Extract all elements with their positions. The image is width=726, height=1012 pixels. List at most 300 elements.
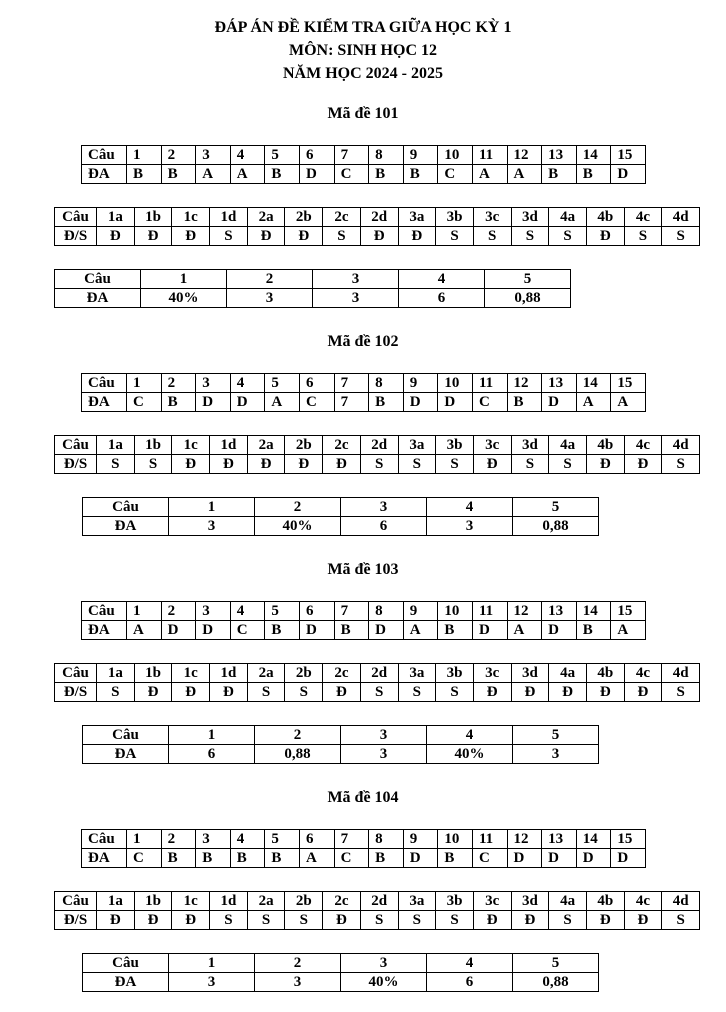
answer-cell: D	[299, 165, 334, 184]
question-number: 3c	[473, 664, 511, 683]
answer-cell: A	[611, 621, 646, 640]
question-number: 1a	[97, 208, 135, 227]
answer-cell: S	[662, 683, 700, 702]
answer-cell: S	[624, 227, 662, 246]
answer-cell: S	[436, 911, 474, 930]
question-number: 1d	[210, 208, 248, 227]
answer-cell: B	[507, 393, 542, 412]
question-number: 1d	[210, 436, 248, 455]
question-number: 9	[403, 146, 438, 165]
question-number: 2	[255, 498, 341, 517]
row-label: Đ/S	[55, 911, 97, 930]
question-number: 2d	[360, 892, 398, 911]
answer-cell: Đ	[97, 911, 135, 930]
question-number: 4	[230, 602, 265, 621]
answer-cell: S	[398, 683, 436, 702]
question-number: 1b	[134, 436, 172, 455]
answer-cell: C	[230, 621, 265, 640]
question-number: 4b	[586, 208, 624, 227]
answer-cell: S	[360, 683, 398, 702]
question-number: 14	[576, 374, 611, 393]
question-number: 11	[472, 602, 507, 621]
question-number: 2a	[247, 208, 285, 227]
answer-cell: D	[542, 849, 577, 868]
question-number: 1a	[97, 892, 135, 911]
answer-row	[55, 227, 700, 246]
answer-cell: S	[285, 683, 323, 702]
question-number: 7	[334, 602, 369, 621]
answer-cell: B	[265, 165, 300, 184]
question-number: 14	[576, 146, 611, 165]
question-number: 4	[399, 270, 485, 289]
row-label: Câu	[83, 954, 169, 973]
question-number: 3c	[473, 208, 511, 227]
answer-cell: 3	[427, 517, 513, 536]
row-label: Câu	[55, 208, 97, 227]
row-label: ĐA	[82, 849, 127, 868]
row-label: Câu	[82, 374, 127, 393]
question-number: 10	[438, 830, 473, 849]
answer-cell: A	[265, 393, 300, 412]
answer-cell: D	[403, 849, 438, 868]
answer-cell: Đ	[360, 227, 398, 246]
question-number: 3d	[511, 436, 549, 455]
question-number: 4	[230, 374, 265, 393]
doc-title-line-3: NĂM HỌC 2024 - 2025	[283, 65, 443, 82]
question-number: 15	[611, 830, 646, 849]
question-number: 2c	[323, 664, 361, 683]
question-number: 5	[513, 498, 599, 517]
answer-cell: Đ	[172, 683, 210, 702]
question-number: 2a	[247, 892, 285, 911]
question-number: 3d	[511, 208, 549, 227]
question-row	[82, 602, 646, 621]
answer-cell: D	[369, 621, 404, 640]
question-number: 2b	[285, 892, 323, 911]
question-number: 2	[161, 830, 196, 849]
question-number: 11	[472, 146, 507, 165]
question-number: 13	[542, 146, 577, 165]
answer-cell: B	[403, 165, 438, 184]
question-number: 1c	[172, 208, 210, 227]
answer-cell: S	[662, 455, 700, 474]
answer-cell: B	[369, 849, 404, 868]
answer-row	[82, 849, 646, 868]
question-number: 1	[169, 498, 255, 517]
answer-cell: Đ	[134, 911, 172, 930]
question-number: 7	[334, 830, 369, 849]
question-number: 4	[230, 146, 265, 165]
answer-cell: 3	[169, 973, 255, 992]
answer-cell: A	[472, 165, 507, 184]
answer-cell: A	[403, 621, 438, 640]
answer-cell: S	[549, 227, 587, 246]
answer-cell: S	[436, 227, 474, 246]
answer-cell: A	[299, 849, 334, 868]
question-number: 12	[507, 374, 542, 393]
answer-cell: Đ	[586, 683, 624, 702]
question-number: 1	[127, 146, 162, 165]
part1-answer-table	[81, 601, 646, 640]
question-row	[55, 270, 571, 289]
answer-cell: B	[369, 393, 404, 412]
answer-cell: D	[611, 849, 646, 868]
part3-short-answer-table	[82, 725, 599, 764]
question-row	[55, 436, 700, 455]
answer-cell: 3	[227, 289, 313, 308]
question-number: 7	[334, 146, 369, 165]
row-label: Câu	[83, 498, 169, 517]
question-number: 3c	[473, 892, 511, 911]
question-number: 3	[341, 726, 427, 745]
question-row	[82, 374, 646, 393]
question-number: 1d	[210, 892, 248, 911]
question-number: 3a	[398, 892, 436, 911]
question-number: 4c	[624, 436, 662, 455]
answer-cell: S	[134, 455, 172, 474]
question-number: 2	[255, 954, 341, 973]
answer-cell: S	[398, 455, 436, 474]
answer-cell: 3	[313, 289, 399, 308]
question-number: 5	[485, 270, 571, 289]
question-number: 14	[576, 602, 611, 621]
answer-cell: Đ	[247, 227, 285, 246]
question-number: 5	[265, 830, 300, 849]
part1-answer-table	[81, 145, 646, 184]
part3-short-answer-table	[54, 269, 571, 308]
answer-cell: D	[472, 621, 507, 640]
answer-cell: Đ	[511, 911, 549, 930]
question-number: 14	[576, 830, 611, 849]
question-number: 4c	[624, 892, 662, 911]
question-number: 3a	[398, 436, 436, 455]
answer-cell: Đ	[134, 683, 172, 702]
row-label: Câu	[82, 146, 127, 165]
answer-cell: S	[323, 227, 361, 246]
answer-cell: C	[472, 849, 507, 868]
question-number: 3a	[398, 664, 436, 683]
question-number: 4b	[586, 892, 624, 911]
answer-cell: Đ	[210, 683, 248, 702]
row-label: ĐA	[55, 289, 141, 308]
answer-cell: 7	[334, 393, 369, 412]
answer-cell: S	[662, 227, 700, 246]
answer-cell: Đ	[473, 911, 511, 930]
question-number: 1c	[172, 892, 210, 911]
part2-true-false-table	[54, 207, 700, 246]
answer-cell: 6	[427, 973, 513, 992]
answer-cell: S	[247, 683, 285, 702]
question-number: 6	[299, 146, 334, 165]
question-number: 4	[230, 830, 265, 849]
answer-cell: Đ	[323, 911, 361, 930]
question-number: 1a	[97, 436, 135, 455]
question-number: 3b	[436, 664, 474, 683]
answer-cell: Đ	[134, 227, 172, 246]
row-label: Câu	[82, 830, 127, 849]
answer-cell: C	[334, 849, 369, 868]
answer-cell: 0,88	[513, 517, 599, 536]
answer-cell: D	[230, 393, 265, 412]
row-label: Đ/S	[55, 227, 97, 246]
question-number: 3	[341, 498, 427, 517]
answer-cell: S	[473, 227, 511, 246]
answer-cell: B	[438, 621, 473, 640]
answer-cell: B	[369, 165, 404, 184]
question-number: 1	[169, 954, 255, 973]
answer-cell: S	[511, 227, 549, 246]
question-number: 4b	[586, 664, 624, 683]
answer-cell: 6	[399, 289, 485, 308]
answer-cell: Đ	[511, 683, 549, 702]
answer-cell: S	[210, 911, 248, 930]
question-number: 3	[341, 954, 427, 973]
exam-code-title: Mã đề 101	[327, 105, 399, 122]
answer-cell: C	[127, 849, 162, 868]
part1-answer-table	[81, 829, 646, 868]
question-number: 11	[472, 830, 507, 849]
question-number: 4a	[549, 664, 587, 683]
part2-true-false-table	[54, 663, 700, 702]
answer-cell: Đ	[624, 455, 662, 474]
row-label: ĐA	[82, 165, 127, 184]
answer-cell: B	[127, 165, 162, 184]
doc-title-line-1: ĐÁP ÁN ĐỀ KIỂM TRA GIỮA HỌC KỲ 1	[214, 19, 512, 36]
answer-cell: S	[360, 455, 398, 474]
part3-short-answer-table	[82, 953, 599, 992]
answer-cell: Đ	[172, 455, 210, 474]
question-number: 4c	[624, 664, 662, 683]
question-number: 3	[196, 830, 231, 849]
question-number: 3c	[473, 436, 511, 455]
question-number: 13	[542, 830, 577, 849]
answer-cell: S	[511, 455, 549, 474]
question-number: 10	[438, 602, 473, 621]
answer-row	[55, 683, 700, 702]
answer-cell: D	[542, 621, 577, 640]
answer-cell: D	[542, 393, 577, 412]
question-number: 12	[507, 602, 542, 621]
answer-cell: S	[97, 455, 135, 474]
part3-short-answer-table	[82, 497, 599, 536]
answer-row	[82, 165, 646, 184]
answer-cell: Đ	[210, 455, 248, 474]
answer-row	[82, 621, 646, 640]
question-number: 4a	[549, 436, 587, 455]
answer-cell: Đ	[624, 911, 662, 930]
row-label: Câu	[82, 602, 127, 621]
question-row	[83, 726, 599, 745]
answer-cell: 40%	[341, 973, 427, 992]
question-number: 8	[369, 374, 404, 393]
answer-cell: 40%	[427, 745, 513, 764]
question-number: 10	[438, 146, 473, 165]
answer-cell: 3	[513, 745, 599, 764]
answer-cell: B	[438, 849, 473, 868]
question-number: 6	[299, 830, 334, 849]
answer-row	[55, 911, 700, 930]
question-number: 13	[542, 374, 577, 393]
question-number: 2d	[360, 664, 398, 683]
question-number: 4d	[662, 892, 700, 911]
question-number: 15	[611, 602, 646, 621]
question-number: 5	[265, 602, 300, 621]
answer-cell: D	[403, 393, 438, 412]
question-number: 8	[369, 830, 404, 849]
answer-cell: 40%	[141, 289, 227, 308]
answer-cell: 0,88	[255, 745, 341, 764]
question-number: 4d	[662, 664, 700, 683]
answer-cell: Đ	[398, 227, 436, 246]
row-label: ĐA	[83, 745, 169, 764]
answer-cell: Đ	[473, 683, 511, 702]
question-number: 1	[141, 270, 227, 289]
answer-cell: Đ	[586, 455, 624, 474]
answer-cell: B	[576, 165, 611, 184]
row-label: Câu	[55, 892, 97, 911]
question-number: 3b	[436, 436, 474, 455]
question-number: 2c	[323, 208, 361, 227]
answer-cell: B	[230, 849, 265, 868]
question-number: 6	[299, 602, 334, 621]
row-label: Đ/S	[55, 455, 97, 474]
answer-cell: 40%	[255, 517, 341, 536]
question-number: 4c	[624, 208, 662, 227]
question-number: 2	[227, 270, 313, 289]
answer-cell: S	[549, 911, 587, 930]
question-row	[82, 146, 646, 165]
question-number: 3b	[436, 208, 474, 227]
answer-cell: 3	[255, 973, 341, 992]
answer-cell: A	[611, 393, 646, 412]
question-number: 9	[403, 602, 438, 621]
question-number: 2b	[285, 208, 323, 227]
answer-cell: 3	[341, 745, 427, 764]
part1-answer-table	[81, 373, 646, 412]
row-label: Câu	[55, 436, 97, 455]
question-number: 15	[611, 146, 646, 165]
question-number: 2d	[360, 436, 398, 455]
question-number: 11	[472, 374, 507, 393]
answer-cell: B	[265, 849, 300, 868]
answer-cell: S	[247, 911, 285, 930]
exam-code-title: Mã đề 102	[327, 333, 399, 350]
answer-cell: C	[438, 165, 473, 184]
answer-cell: Đ	[172, 911, 210, 930]
answer-cell: B	[542, 165, 577, 184]
answer-cell: B	[196, 849, 231, 868]
question-number: 2a	[247, 436, 285, 455]
question-number: 3	[196, 146, 231, 165]
question-number: 8	[369, 602, 404, 621]
question-number: 4a	[549, 892, 587, 911]
question-number: 5	[265, 374, 300, 393]
answer-cell: B	[161, 849, 196, 868]
question-number: 3	[196, 602, 231, 621]
question-number: 1c	[172, 436, 210, 455]
question-number: 1	[169, 726, 255, 745]
question-number: 4	[427, 726, 513, 745]
answer-cell: 3	[169, 517, 255, 536]
answer-cell: Đ	[285, 227, 323, 246]
exam-code-title: Mã đề 103	[327, 561, 399, 578]
question-number: 8	[369, 146, 404, 165]
question-row	[55, 208, 700, 227]
answer-cell: Đ	[323, 683, 361, 702]
question-number: 15	[611, 374, 646, 393]
answer-cell: Đ	[285, 455, 323, 474]
answer-cell: S	[360, 911, 398, 930]
question-row	[55, 892, 700, 911]
question-number: 5	[513, 726, 599, 745]
question-number: 1b	[134, 892, 172, 911]
question-number: 2	[161, 602, 196, 621]
answer-cell: S	[398, 911, 436, 930]
answer-cell: Đ	[586, 911, 624, 930]
answer-cell: D	[196, 621, 231, 640]
answer-cell: D	[576, 849, 611, 868]
answer-cell: 6	[341, 517, 427, 536]
answer-cell: D	[507, 849, 542, 868]
question-number: 1b	[134, 208, 172, 227]
answer-cell: C	[472, 393, 507, 412]
answer-cell: A	[196, 165, 231, 184]
question-number: 1	[127, 374, 162, 393]
question-number: 1a	[97, 664, 135, 683]
row-label: ĐA	[83, 973, 169, 992]
part2-true-false-table	[54, 435, 700, 474]
question-number: 10	[438, 374, 473, 393]
question-number: 9	[403, 374, 438, 393]
answer-cell: Đ	[247, 455, 285, 474]
answer-cell: Đ	[586, 227, 624, 246]
question-number: 3a	[398, 208, 436, 227]
question-number: 4b	[586, 436, 624, 455]
answer-cell: Đ	[97, 227, 135, 246]
question-number: 2b	[285, 664, 323, 683]
question-number: 12	[507, 146, 542, 165]
answer-cell: S	[97, 683, 135, 702]
question-row	[83, 498, 599, 517]
row-label: Câu	[83, 726, 169, 745]
question-number: 5	[265, 146, 300, 165]
answer-cell: D	[438, 393, 473, 412]
question-number: 9	[403, 830, 438, 849]
question-number: 1	[127, 602, 162, 621]
question-number: 7	[334, 374, 369, 393]
question-row	[83, 954, 599, 973]
answer-cell: S	[549, 455, 587, 474]
question-number: 3d	[511, 892, 549, 911]
row-label: Câu	[55, 270, 141, 289]
answer-cell: A	[127, 621, 162, 640]
question-number: 3d	[511, 664, 549, 683]
question-number: 6	[299, 374, 334, 393]
answer-row	[83, 517, 599, 536]
question-number: 2	[255, 726, 341, 745]
question-row	[55, 664, 700, 683]
question-number: 1	[127, 830, 162, 849]
row-label: Đ/S	[55, 683, 97, 702]
answer-cell: S	[436, 683, 474, 702]
question-number: 3	[196, 374, 231, 393]
answer-cell: C	[334, 165, 369, 184]
answer-cell: C	[127, 393, 162, 412]
question-number: 1d	[210, 664, 248, 683]
answer-cell: S	[662, 911, 700, 930]
part2-true-false-table	[54, 891, 700, 930]
answer-cell: Đ	[172, 227, 210, 246]
